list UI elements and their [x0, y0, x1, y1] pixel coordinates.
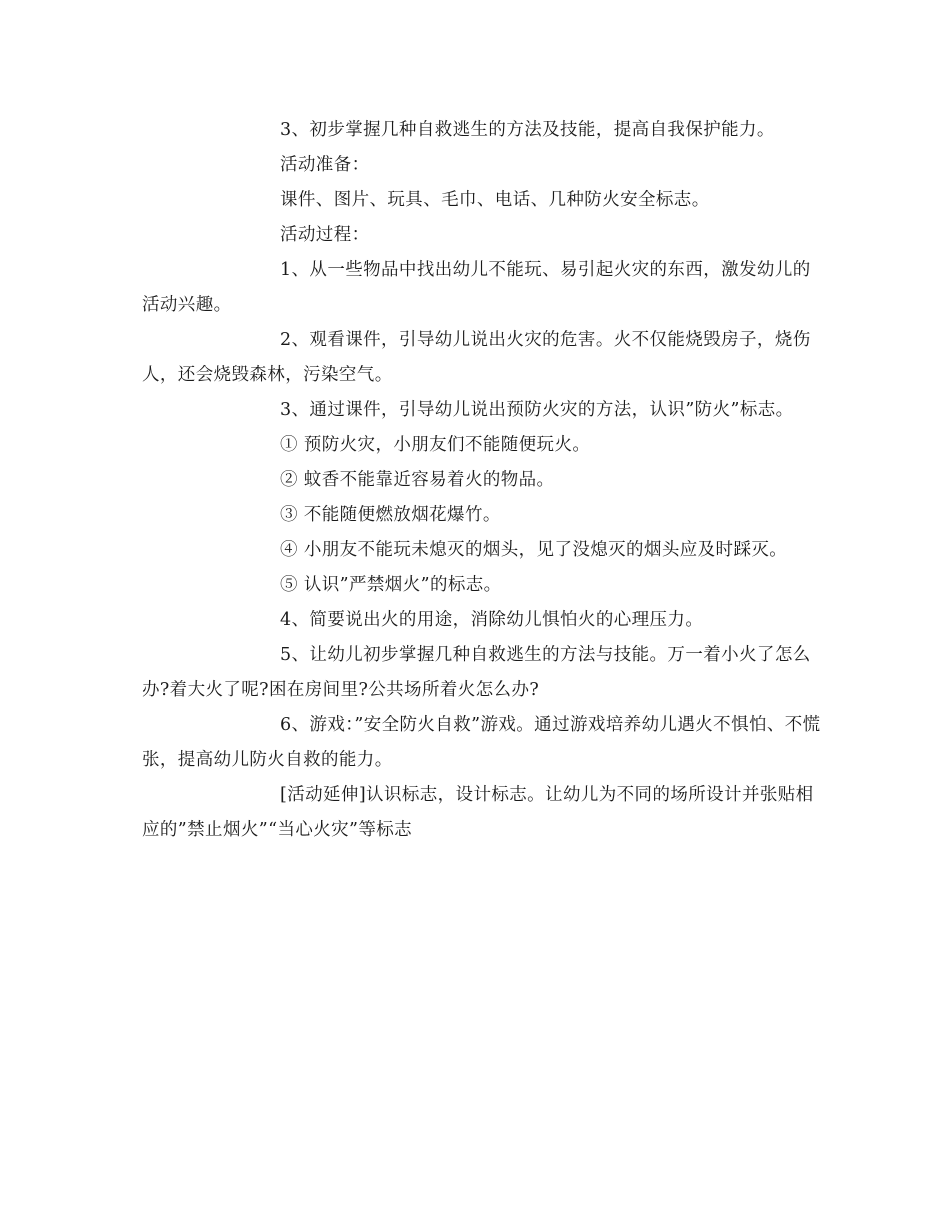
- paragraph-step-3: 3、通过课件，引导幼儿说出预防火灾的方法，认识”防火”标志。: [280, 400, 794, 420]
- paragraph-materials: 课件、图片、玩具、毛巾、电话、几种防火安全标志。: [280, 190, 710, 210]
- list-item-2: ② 蚊香不能靠近容易着火的物品。: [280, 470, 555, 490]
- paragraph-step-5: 5、让幼儿初步掌握几种自救逃生的方法与技能。万一着小火了怎么办?着大火了呢?困在房间里?公共场所着火怎么办?: [142, 645, 811, 700]
- document-body: [142, 113, 822, 848]
- list-item-4: ④ 小朋友不能玩未熄灭的烟头，见了没熄灭的烟头应及时踩灭。: [280, 540, 788, 560]
- paragraph-step-1: 1、从一些物品中找出幼儿不能玩、易引起火灾的东西，激发幼儿的活动兴趣。: [142, 260, 811, 315]
- list-item-3: ③ 不能随便燃放烟花爆竹。: [280, 505, 501, 525]
- paragraph-step-4: 4、简要说出火的用途，消除幼儿惧怕火的心理压力。: [280, 610, 704, 630]
- paragraph-step-2: 2、观看课件，引导幼儿说出火灾的危害。火不仅能烧毁房子，烧伤人，还会烧毁森林，污染空气。: [142, 330, 811, 385]
- heading-process: 活动过程：: [280, 225, 370, 245]
- paragraph-extension: [活动延伸]认识标志，设计标志。让幼儿为不同的场所设计并张贴相应的”禁止烟火”“当心火灾”等标志: [142, 785, 814, 840]
- heading-preparation: 活动准备：: [280, 155, 370, 175]
- list-item-5: ⑤ 认识”严禁烟火”的标志。: [280, 575, 502, 595]
- paragraph-step-6: 6、游戏：”安全防火自救”游戏。通过游戏培养幼儿遇火不惧怕、不慌张，提高幼儿防火自救的能力。: [142, 715, 821, 770]
- list-item-1: ① 预防火灾，小朋友们不能随便玩火。: [280, 435, 591, 455]
- paragraph-goal-3: 3、初步掌握几种自救逃生的方法及技能，提高自我保护能力。: [280, 120, 775, 140]
